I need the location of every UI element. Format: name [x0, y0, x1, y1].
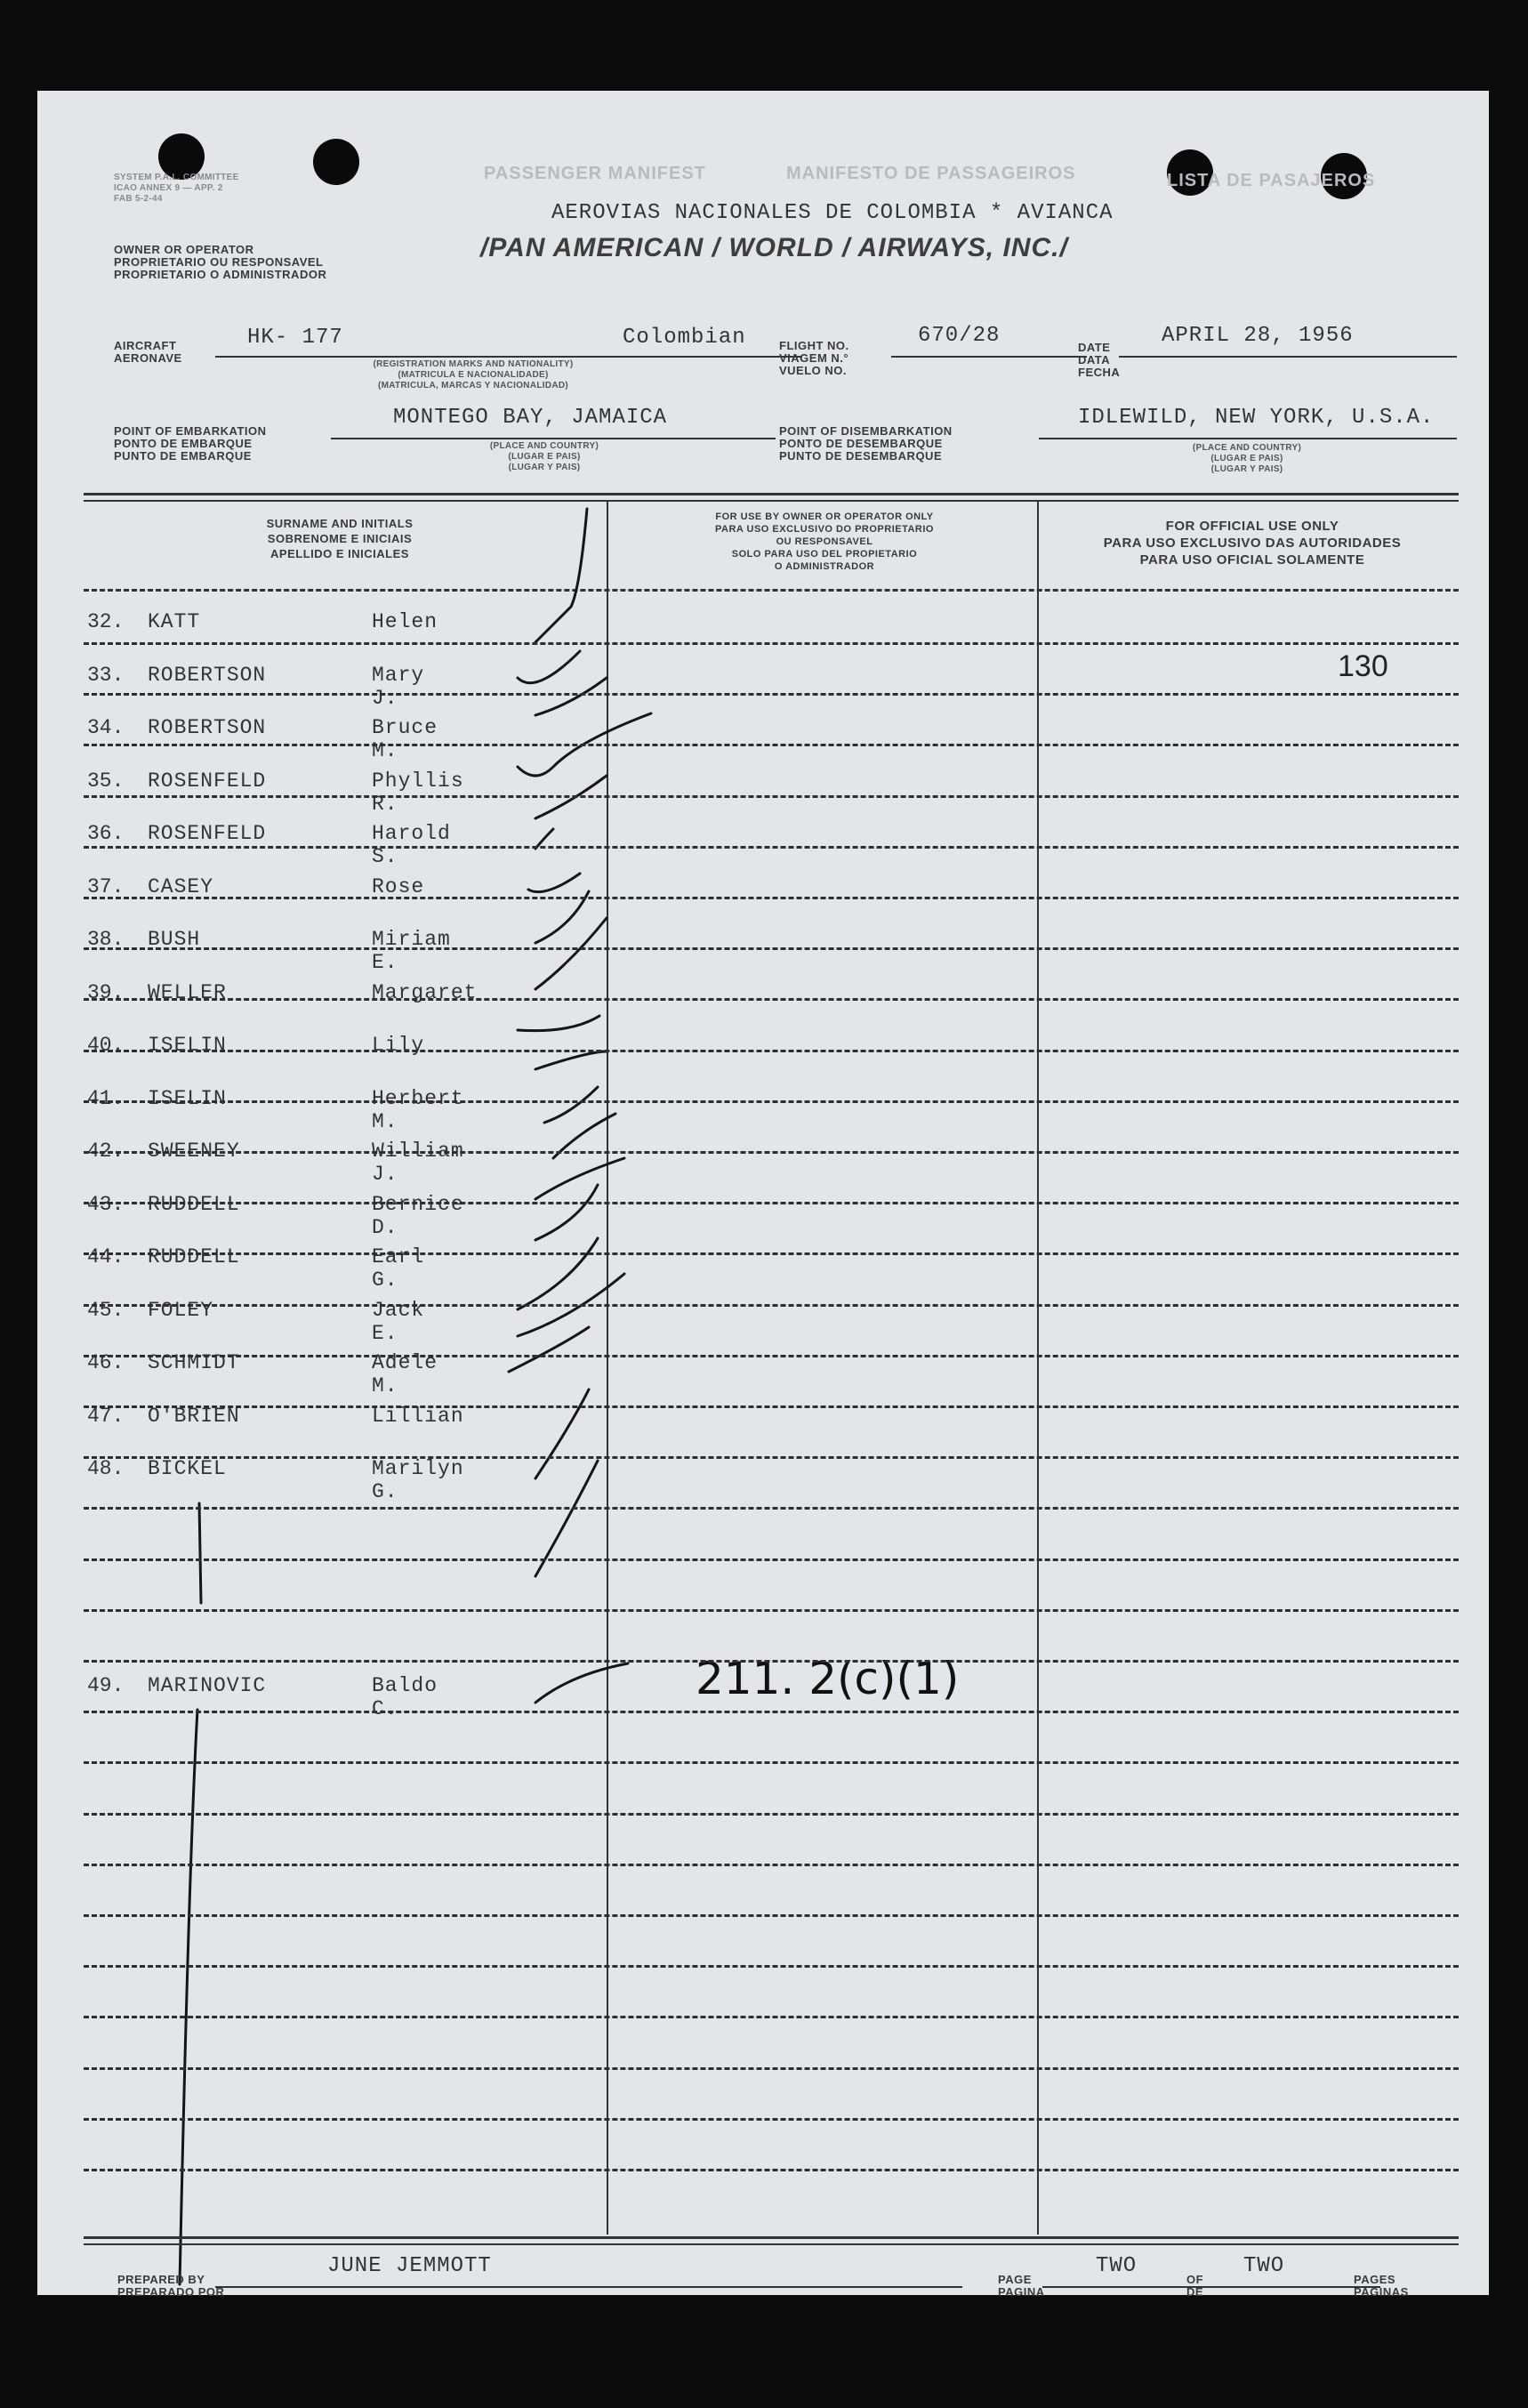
passenger-given-name: Phyllis R. — [372, 769, 464, 816]
ruled-line — [84, 1050, 1459, 1052]
ruled-line — [84, 1914, 1459, 1917]
table-bottom-rule-2 — [84, 2243, 1459, 2245]
operator-typed: AEROVIAS NACIONALES DE COLOMBIA * AVIANCA — [551, 201, 1114, 225]
col-header-surname: SURNAME AND INITIALS SOBRENOME E INICIAIS APELLIDO E INICIALES — [266, 517, 414, 560]
passenger-given-name: William J. — [372, 1140, 464, 1186]
page-label: PAGE PAGINA — [998, 2273, 1045, 2299]
handwritten-note: 211. 2(c)(1) — [696, 1653, 960, 1704]
ruled-line — [84, 1965, 1459, 1968]
ruled-line — [84, 642, 1459, 645]
passenger-number: 32. — [87, 610, 125, 633]
ruled-line — [84, 1202, 1459, 1204]
ruled-line — [84, 1507, 1459, 1510]
passenger-given-name: Rose — [372, 875, 425, 898]
passenger-given-name: Jack E. — [372, 1299, 425, 1345]
passenger-surname: BICKEL — [148, 1457, 227, 1480]
of-label: OF DE — [1186, 2273, 1204, 2299]
passenger-given-name: Bernice D. — [372, 1193, 464, 1239]
passenger-number: 49. — [87, 1674, 125, 1697]
passenger-number: 46. — [87, 1351, 125, 1374]
passenger-surname: BUSH — [148, 928, 201, 951]
passenger-given-name: Helen — [372, 610, 438, 633]
ruled-line — [84, 998, 1459, 1001]
ruled-line — [84, 795, 1459, 798]
passenger-number: 47. — [87, 1405, 125, 1428]
passenger-number: 41. — [87, 1087, 125, 1110]
passenger-number: 37. — [87, 875, 125, 898]
title-lista: LISTA DE PASAJEROS — [1167, 171, 1376, 190]
embark-label: POINT OF EMBARKATION PONTO DE EMBARQUE PUNTO DE EMBARQUE — [114, 424, 267, 463]
ruled-line — [84, 744, 1459, 746]
passenger-surname: ROSENFELD — [148, 822, 267, 845]
passenger-given-name: Miriam E. — [372, 928, 451, 974]
passenger-given-name: Bruce M. — [372, 716, 438, 762]
disembark-place-caption: (PLACE AND COUNTRY) (LUGAR E PAIS) (LUGAR Y PAIS) — [1192, 443, 1302, 474]
aircraft-value: HK- 177 — [247, 326, 343, 350]
passenger-given-name: Margaret — [372, 981, 478, 1004]
passenger-number: 42. — [87, 1140, 125, 1163]
title-passenger-manifest: PASSENGER MANIFEST — [484, 164, 706, 183]
ruled-line — [84, 2016, 1459, 2018]
ruled-line — [84, 1813, 1459, 1816]
passenger-surname: MARINOVIC — [148, 1674, 267, 1697]
passenger-surname: RUDDELL — [148, 1193, 240, 1216]
passenger-given-name: Lillian — [372, 1405, 464, 1428]
passenger-number: 36. — [87, 822, 125, 845]
flight-value: 670/28 — [918, 324, 1001, 348]
ruled-line — [84, 1660, 1459, 1663]
passenger-surname: WELLER — [148, 981, 227, 1004]
ruled-line — [84, 2118, 1459, 2121]
official-note: 130 — [1338, 649, 1388, 683]
passenger-surname: SWEENEY — [148, 1140, 240, 1163]
pages-value: TWO — [1243, 2254, 1285, 2278]
ruled-line — [84, 1761, 1459, 1764]
flight-label: FLIGHT NO. VIAGEM N.° VUELO NO. — [779, 339, 849, 377]
ruled-line — [84, 1405, 1459, 1408]
passenger-surname: KATT — [148, 610, 201, 633]
passenger-number: 33. — [87, 664, 125, 687]
ruled-line — [84, 1100, 1459, 1103]
ruled-line — [84, 1609, 1459, 1612]
ruled-line — [84, 1304, 1459, 1307]
passenger-surname: CASEY — [148, 875, 214, 898]
passenger-number: 40. — [87, 1034, 125, 1057]
ruled-line — [84, 2067, 1459, 2070]
prepared-underline — [215, 2286, 962, 2288]
passenger-given-name: Lily — [372, 1034, 425, 1057]
ruled-line — [84, 846, 1459, 849]
passenger-given-name: Marilyn G. — [372, 1457, 464, 1503]
passenger-surname: ISELIN — [148, 1087, 227, 1110]
passenger-surname: ROSENFELD — [148, 769, 267, 793]
date-value: APRIL 28, 1956 — [1162, 324, 1354, 348]
ruled-line — [84, 1252, 1459, 1255]
ruled-line — [84, 1558, 1459, 1561]
title-manifesto: MANIFESTO DE PASSAGEIROS — [786, 164, 1076, 183]
passenger-given-name: Earl G. — [372, 1245, 425, 1292]
registration-caption: (REGISTRATION MARKS AND NATIONALITY) (MATRICULA E NACIONALIDADE) (MATRICULA, MARCAS Y NACIONALIDAD) — [373, 359, 574, 391]
ruled-line — [84, 693, 1459, 696]
passenger-surname: RUDDELL — [148, 1245, 240, 1268]
passenger-number: 35. — [87, 769, 125, 793]
prepared-value: JUNE JEMMOTT — [327, 2254, 492, 2278]
passenger-given-name: Mary J. — [372, 664, 425, 710]
owner-label: OWNER OR OPERATOR PROPRIETARIO OU RESPONSAVEL PROPRIETARIO O ADMINISTRADOR — [114, 243, 327, 281]
ruled-line — [84, 2169, 1459, 2171]
passenger-number: 44. — [87, 1245, 125, 1268]
ruled-line — [84, 1456, 1459, 1459]
passenger-given-name: Baldo C. — [372, 1674, 438, 1720]
embark-place-caption: (PLACE AND COUNTRY) (LUGAR E PAIS) (LUGAR Y PAIS) — [489, 441, 599, 472]
disembark-value: IDLEWILD, NEW YORK, U.S.A. — [1078, 406, 1435, 430]
passenger-surname: ROBERTSON — [148, 664, 267, 687]
ruled-line — [84, 897, 1459, 899]
col-header-owner-use: FOR USE BY OWNER OR OPERATOR ONLY PARA USO EXCLUSIVO DO PROPRIETARIO OU RESPONSAVEL SOLO PARA USO DEL PROPIETARIO O ADMINISTRADOR — [715, 511, 934, 572]
passenger-number: 34. — [87, 716, 125, 739]
ruled-line — [84, 1151, 1459, 1154]
passenger-given-name: Adele M. — [372, 1351, 438, 1397]
pages-label: PAGES PAGINAS — [1354, 2273, 1409, 2299]
passenger-number: 38. — [87, 928, 125, 951]
embark-value: MONTEGO BAY, JAMAICA — [393, 406, 668, 430]
passenger-number: 39. — [87, 981, 125, 1004]
manifest-page — [37, 91, 1489, 2299]
passenger-surname: O'BRIEN — [148, 1405, 240, 1428]
col-header-official: FOR OFFICIAL USE ONLY PARA USO EXCLUSIVO DAS AUTORIDADES PARA USO OFICIAL SOLAMENTE — [1103, 519, 1402, 568]
ruled-line — [84, 1864, 1459, 1866]
nationality-value: Colombian — [623, 326, 746, 350]
ruled-line — [84, 1355, 1459, 1357]
date-label: DATE DATA FECHA — [1078, 341, 1121, 379]
passenger-number: 43. — [87, 1193, 125, 1216]
passenger-number: 48. — [87, 1457, 125, 1480]
passenger-number: 45. — [87, 1299, 125, 1322]
passenger-surname: FOLEY — [148, 1299, 214, 1322]
form-id: SYSTEM P.A.L. COMMITTEE ICAO ANNEX 9 — APP. 2 FAB 5-2-44 — [114, 173, 239, 204]
page-value: TWO — [1096, 2254, 1138, 2278]
passenger-surname: ROBERTSON — [148, 716, 267, 739]
operator-printed: /PAN AMERICAN / WORLD / AIRWAYS, INC./ — [480, 233, 1068, 262]
ruled-line — [84, 1711, 1459, 1713]
disembark-label: POINT OF DISEMBARKATION PONTO DE DESEMBARQUE PUNTO DE DESEMBARQUE — [779, 424, 953, 463]
prepared-label: PREPARED BY PREPARADO POR — [117, 2273, 225, 2299]
passenger-surname: SCHMIDT — [148, 1351, 240, 1374]
passenger-given-name: Harold S. — [372, 822, 451, 868]
passenger-surname: ISELIN — [148, 1034, 227, 1057]
table-bottom-rule — [84, 2236, 1459, 2239]
aircraft-label: AIRCRAFT AERONAVE — [114, 339, 182, 365]
ruled-line — [84, 947, 1459, 950]
passenger-given-name: Herbert M. — [372, 1087, 464, 1133]
